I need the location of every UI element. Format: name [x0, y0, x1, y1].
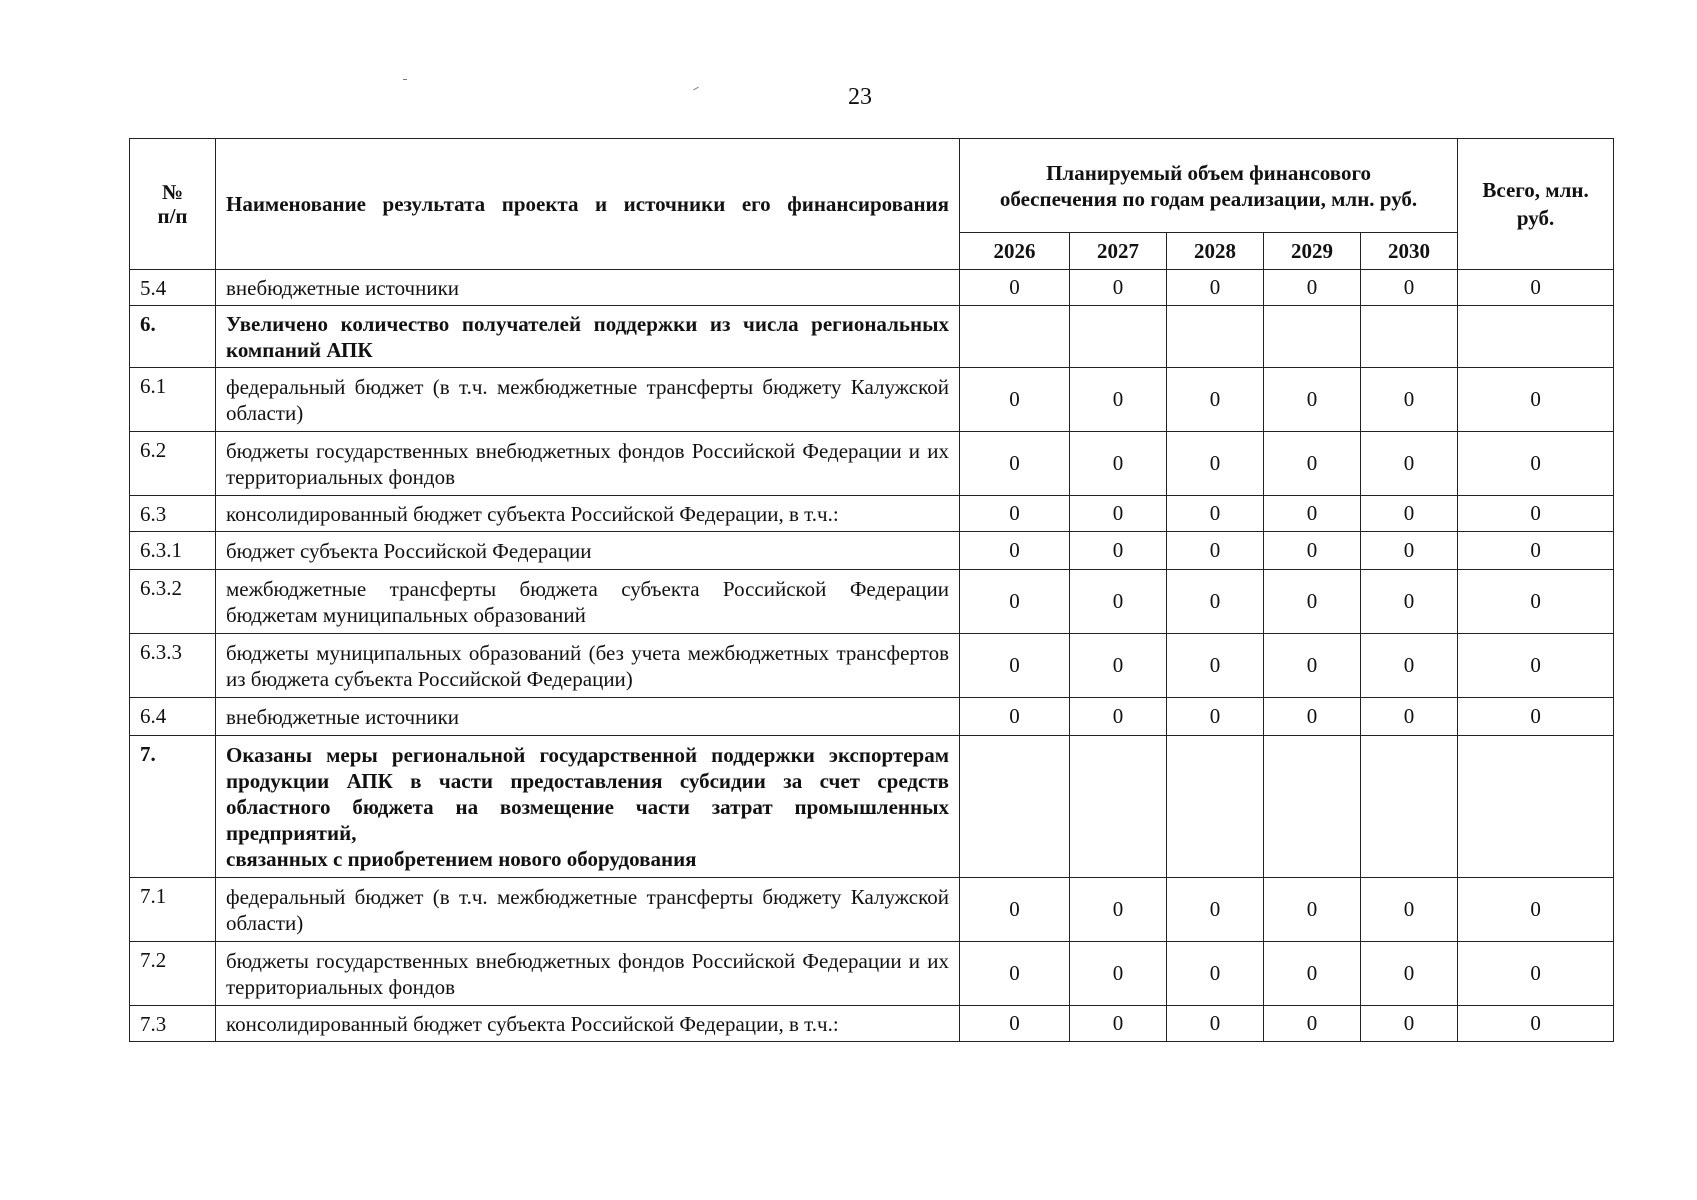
row-value: 0 — [1167, 1006, 1264, 1042]
table-row — [130, 570, 1614, 634]
row-name: Увеличено количество получателей поддержки из числа региональных компаний АПК — [216, 306, 960, 368]
header-total-line1: Всего, млн. — [1482, 178, 1589, 202]
row-value: 0 — [960, 368, 1070, 432]
row-value: 0 — [1361, 368, 1458, 432]
row-number: 6.1 — [130, 368, 216, 432]
row-value: 0 — [1167, 634, 1264, 698]
header-plan-line1: Планируемый объем финансового — [1046, 160, 1371, 185]
row-total: 0 — [1458, 942, 1614, 1006]
row-value: 0 — [1167, 878, 1264, 942]
row-value: 0 — [1070, 496, 1167, 532]
row-number: 7.2 — [130, 942, 216, 1006]
header-planned-volume — [960, 139, 1458, 233]
row-value: 0 — [1264, 1006, 1361, 1042]
header-name: Наименование результата проекта и источники его финансирования — [216, 139, 960, 270]
row-name: внебюджетные источники — [216, 270, 960, 306]
row-number: 6.2 — [130, 432, 216, 496]
row-name: федеральный бюджет (в т.ч. межбюджетные трансферты бюджету Калужской области) — [216, 878, 960, 942]
row-name — [216, 736, 960, 878]
row-name: бюджеты государственных внебюджетных фондов Российской Федерации и их территориальных фондов — [216, 942, 960, 1006]
row-value: 0 — [1361, 634, 1458, 698]
row-value: 0 — [1361, 942, 1458, 1006]
row-value: 0 — [1070, 532, 1167, 570]
row-total: 0 — [1458, 432, 1614, 496]
row-number: 6. — [130, 306, 216, 368]
header-plan-line2: обеспечения по годам реализации, млн. руб. — [999, 186, 1418, 211]
row-name: консолидированный бюджет субъекта Российской Федерации, в т.ч.: — [216, 1006, 960, 1042]
financing-table — [129, 138, 1614, 1042]
table-row — [130, 942, 1614, 1006]
row-value: 0 — [960, 270, 1070, 306]
row-number: 6.3.3 — [130, 634, 216, 698]
row-number: 5.4 — [130, 270, 216, 306]
row-value: 0 — [1361, 570, 1458, 634]
row-value: 0 — [1264, 698, 1361, 736]
row-name: бюджет субъекта Российской Федерации — [216, 532, 960, 570]
table-row — [130, 634, 1614, 698]
section-row — [130, 306, 1614, 368]
row-value: 0 — [1264, 878, 1361, 942]
row-value: 0 — [1167, 368, 1264, 432]
row-value: 0 — [960, 878, 1070, 942]
row-value: 0 — [1264, 368, 1361, 432]
header-year: 2027 — [1070, 233, 1167, 270]
row-value: 0 — [1361, 532, 1458, 570]
row-value: 0 — [1167, 432, 1264, 496]
table-row — [130, 368, 1614, 432]
row-value: 0 — [1167, 270, 1264, 306]
row-name: консолидированный бюджет субъекта Российской Федерации, в т.ч.: — [216, 496, 960, 532]
row-value: 0 — [1167, 570, 1264, 634]
table-row — [130, 532, 1614, 570]
header-year: 2026 — [960, 233, 1070, 270]
row-number: 6.3.2 — [130, 570, 216, 634]
row-value: 0 — [1070, 634, 1167, 698]
row-total: 0 — [1458, 878, 1614, 942]
row-value: 0 — [1361, 878, 1458, 942]
table-row — [130, 1006, 1614, 1042]
row-name: бюджеты государственных внебюджетных фондов Российской Федерации и их территориальных фондов — [216, 432, 960, 496]
row-number: 7. — [130, 736, 216, 878]
header-year: 2029 — [1264, 233, 1361, 270]
row-value: 0 — [1167, 496, 1264, 532]
row-value: 0 — [1070, 1006, 1167, 1042]
row-value: 0 — [1070, 432, 1167, 496]
row-value: 0 — [1167, 532, 1264, 570]
row-value: 0 — [1070, 270, 1167, 306]
row-value: 0 — [1264, 432, 1361, 496]
table-row — [130, 496, 1614, 532]
row-total: 0 — [1458, 532, 1614, 570]
row-total: 0 — [1458, 496, 1614, 532]
row-total: 0 — [1458, 1006, 1614, 1042]
row-number: 6.3 — [130, 496, 216, 532]
row-value: 0 — [960, 570, 1070, 634]
row-name: бюджеты муниципальных образований (без учета межбюджетных трансфертов из бюджета субъекта Российской Федерации) — [216, 634, 960, 698]
table-row — [130, 698, 1614, 736]
row-value: 0 — [1264, 270, 1361, 306]
row-value: 0 — [1361, 270, 1458, 306]
page-number: 23 — [848, 84, 872, 110]
header-year: 2028 — [1167, 233, 1264, 270]
row-value: 0 — [960, 634, 1070, 698]
row-value: 0 — [1167, 942, 1264, 1006]
row-value: 0 — [1070, 942, 1167, 1006]
row-value: 0 — [1361, 698, 1458, 736]
row-value: 0 — [960, 496, 1070, 532]
table-row — [130, 270, 1614, 306]
row-value: 0 — [960, 942, 1070, 1006]
row-value: 0 — [1361, 432, 1458, 496]
row-number: 6.3.1 — [130, 532, 216, 570]
row-value: 0 — [1361, 496, 1458, 532]
table-row — [130, 878, 1614, 942]
row-total: 0 — [1458, 270, 1614, 306]
row-number: 7.1 — [130, 878, 216, 942]
header-total — [1458, 139, 1614, 270]
row-number: 6.4 — [130, 698, 216, 736]
row-total: 0 — [1458, 368, 1614, 432]
row-value: 0 — [1264, 942, 1361, 1006]
row-name: внебюджетные источники — [216, 698, 960, 736]
row-value: 0 — [1070, 368, 1167, 432]
row-value: 0 — [1264, 634, 1361, 698]
row-total: 0 — [1458, 698, 1614, 736]
row-total: 0 — [1458, 634, 1614, 698]
scan-speck — [403, 79, 407, 80]
header-number-line1: № — [161, 180, 184, 204]
row-value: 0 — [1264, 496, 1361, 532]
row-value: 0 — [1070, 878, 1167, 942]
row-value: 0 — [1070, 570, 1167, 634]
scan-speck — [693, 87, 699, 91]
row-value: 0 — [1361, 1006, 1458, 1042]
row-value: 0 — [960, 1006, 1070, 1042]
header-year: 2030 — [1361, 233, 1458, 270]
row-value: 0 — [1070, 698, 1167, 736]
row-value: 0 — [1167, 698, 1264, 736]
row-value: 0 — [960, 532, 1070, 570]
row-name: межбюджетные трансферты бюджета субъекта Российской Федерации бюджетам муниципальных образований — [216, 570, 960, 634]
header-total-line2: руб. — [1516, 206, 1555, 230]
row-total: 0 — [1458, 570, 1614, 634]
row-value: 0 — [1264, 570, 1361, 634]
row-name: федеральный бюджет (в т.ч. межбюджетные трансферты бюджету Калужской области) — [216, 368, 960, 432]
section-row — [130, 736, 1614, 878]
table-row — [130, 432, 1614, 496]
header-number — [130, 139, 216, 270]
row-name-part2: связанных с приобретением нового оборудования — [226, 846, 697, 871]
row-name-part1: Оказаны меры региональной государственной поддержки экспортерам продукции АПК в части предоставления субсидии за счет средств областного бюджета на возмещение части затрат промышленных предприятий, — [226, 742, 949, 845]
row-value: 0 — [960, 432, 1070, 496]
row-number: 7.3 — [130, 1006, 216, 1042]
header-number-line2: п/п — [157, 204, 188, 228]
row-value: 0 — [960, 698, 1070, 736]
row-value: 0 — [1264, 532, 1361, 570]
